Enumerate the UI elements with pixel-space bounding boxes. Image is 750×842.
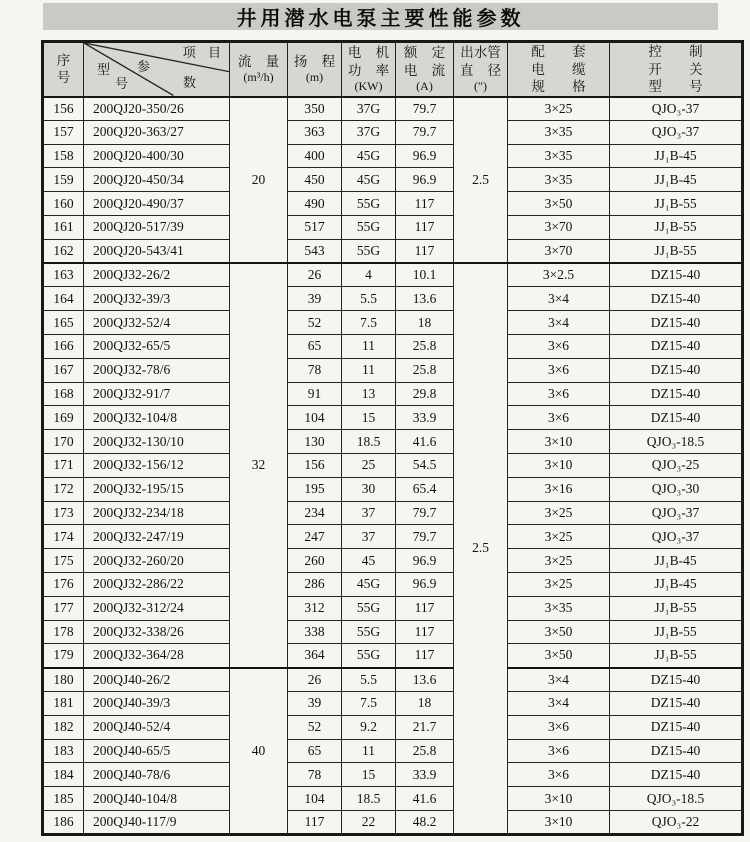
row-index-cell: 165 (43, 311, 84, 335)
current-cell: 25.8 (396, 739, 454, 763)
current-cell: 33.9 (396, 406, 454, 430)
diagonal-label-param: 参 (137, 59, 151, 74)
model-cell: 200QJ40-39/3 (84, 691, 230, 715)
row-index-cell: 173 (43, 501, 84, 525)
power-cell: 18.5 (342, 430, 396, 454)
table-row (43, 263, 743, 287)
model-cell: 200QJ32-260/20 (84, 549, 230, 573)
row-index-cell: 171 (43, 453, 84, 477)
table-row (43, 691, 743, 715)
head-cell: 130 (288, 430, 342, 454)
row-index-cell: 170 (43, 430, 84, 454)
row-index-cell: 163 (43, 263, 84, 287)
table-row (43, 192, 743, 216)
switch-cell: DZ15-40 (610, 691, 743, 715)
table-row (43, 787, 743, 811)
model-cell: 200QJ32-195/15 (84, 477, 230, 501)
row-index-cell: 182 (43, 715, 84, 739)
row-index-cell: 176 (43, 572, 84, 596)
current-cell: 18 (396, 311, 454, 335)
row-index-cell: 156 (43, 97, 84, 121)
switch-cell: JJ₁B-55 (610, 644, 743, 668)
switch-cell: QJO₃-18.5 (610, 430, 743, 454)
switch-cell: QJO₃-25 (610, 453, 743, 477)
switch-cell: DZ15-40 (610, 311, 743, 335)
model-cell: 200QJ32-104/8 (84, 406, 230, 430)
current-cell: 48.2 (396, 810, 454, 834)
current-cell: 33.9 (396, 763, 454, 787)
power-cell: 15 (342, 763, 396, 787)
cable-cell: 3×10 (508, 810, 610, 834)
row-index-cell: 174 (43, 525, 84, 549)
switch-cell: DZ15-40 (610, 406, 743, 430)
power-cell: 37G (342, 97, 396, 121)
head-cell: 52 (288, 311, 342, 335)
header-index: 序 号 (43, 42, 84, 97)
head-cell: 156 (288, 453, 342, 477)
row-index-cell: 175 (43, 549, 84, 573)
current-cell: 117 (396, 644, 454, 668)
table-body (43, 97, 743, 835)
model-cell: 200QJ32-364/28 (84, 644, 230, 668)
row-index-cell: 179 (43, 644, 84, 668)
switch-cell: JJ₁B-55 (610, 620, 743, 644)
model-cell: 200QJ32-65/5 (84, 334, 230, 358)
power-cell: 55G (342, 620, 396, 644)
table-row (43, 477, 743, 501)
power-cell: 55G (342, 644, 396, 668)
table-row (43, 358, 743, 382)
cable-cell: 3×70 (508, 239, 610, 263)
head-cell: 363 (288, 120, 342, 144)
head-cell: 39 (288, 691, 342, 715)
header-diameter: 出水管 直 径 (″) (454, 42, 508, 97)
current-cell: 79.7 (396, 97, 454, 121)
head-cell: 26 (288, 263, 342, 287)
model-cell: 200QJ20-543/41 (84, 239, 230, 263)
head-cell: 78 (288, 763, 342, 787)
table-row (43, 810, 743, 834)
cable-cell: 3×10 (508, 453, 610, 477)
current-cell: 41.6 (396, 430, 454, 454)
current-cell: 96.9 (396, 168, 454, 192)
row-index-cell: 186 (43, 810, 84, 834)
page-title: 井用潜水电泵主要性能参数 (236, 6, 525, 30)
power-cell: 7.5 (342, 311, 396, 335)
head-cell: 312 (288, 596, 342, 620)
current-cell: 54.5 (396, 453, 454, 477)
power-cell: 45 (342, 549, 396, 573)
current-cell: 13.6 (396, 287, 454, 311)
pump-parameters-table (41, 40, 744, 836)
row-index-cell: 159 (43, 168, 84, 192)
head-cell: 450 (288, 168, 342, 192)
current-cell: 117 (396, 215, 454, 239)
header-model-diagonal (84, 42, 230, 97)
table-row (43, 549, 743, 573)
current-cell: 96.9 (396, 572, 454, 596)
row-index-cell: 177 (43, 596, 84, 620)
head-cell: 104 (288, 406, 342, 430)
current-cell: 79.7 (396, 501, 454, 525)
model-cell: 200QJ20-400/30 (84, 144, 230, 168)
switch-cell: DZ15-40 (610, 715, 743, 739)
switch-cell: QJO₃-37 (610, 120, 743, 144)
cable-cell: 3×25 (508, 97, 610, 121)
cable-cell: 3×4 (508, 287, 610, 311)
model-cell: 200QJ40-117/9 (84, 810, 230, 834)
flow-merged-cell: 20 (230, 97, 288, 264)
model-cell: 200QJ20-363/27 (84, 120, 230, 144)
current-cell: 29.8 (396, 382, 454, 406)
cable-cell: 3×35 (508, 120, 610, 144)
current-cell: 25.8 (396, 358, 454, 382)
switch-cell: JJ₁B-55 (610, 192, 743, 216)
head-cell: 39 (288, 287, 342, 311)
table-row (43, 501, 743, 525)
power-cell: 9.2 (342, 715, 396, 739)
switch-cell: DZ15-40 (610, 739, 743, 763)
current-cell: 96.9 (396, 549, 454, 573)
model-cell: 200QJ40-65/5 (84, 739, 230, 763)
model-cell: 200QJ32-78/6 (84, 358, 230, 382)
row-index-cell: 172 (43, 477, 84, 501)
header-cable: 配 套 电 缆 规 格 (508, 42, 610, 97)
power-cell: 25 (342, 453, 396, 477)
power-cell: 11 (342, 739, 396, 763)
header-current: 额 定 电 流 (A) (396, 42, 454, 97)
current-cell: 10.1 (396, 263, 454, 287)
table-row (43, 311, 743, 335)
table-row (43, 239, 743, 263)
power-cell: 55G (342, 192, 396, 216)
row-index-cell: 157 (43, 120, 84, 144)
switch-cell: JJ₁B-45 (610, 144, 743, 168)
power-cell: 30 (342, 477, 396, 501)
head-cell: 286 (288, 572, 342, 596)
current-cell: 79.7 (396, 120, 454, 144)
power-cell: 18.5 (342, 787, 396, 811)
model-cell: 200QJ20-490/37 (84, 192, 230, 216)
cable-cell: 3×10 (508, 787, 610, 811)
cable-cell: 3×16 (508, 477, 610, 501)
row-index-cell: 178 (43, 620, 84, 644)
cable-cell: 3×2.5 (508, 263, 610, 287)
table-row (43, 572, 743, 596)
row-index-cell: 168 (43, 382, 84, 406)
switch-cell: JJ₁B-55 (610, 215, 743, 239)
cable-cell: 3×6 (508, 715, 610, 739)
header-row (43, 42, 743, 97)
power-cell: 4 (342, 263, 396, 287)
row-index-cell: 181 (43, 691, 84, 715)
cable-cell: 3×4 (508, 311, 610, 335)
table-row (43, 668, 743, 692)
diameter-merged-cell: 2.5 (454, 263, 508, 834)
model-cell: 200QJ20-450/34 (84, 168, 230, 192)
header-head: 扬 程 (m) (288, 42, 342, 97)
head-cell: 65 (288, 334, 342, 358)
switch-cell: QJO₃-37 (610, 525, 743, 549)
cable-cell: 3×6 (508, 739, 610, 763)
current-cell: 79.7 (396, 525, 454, 549)
table-row (43, 334, 743, 358)
power-cell: 55G (342, 239, 396, 263)
model-cell: 200QJ32-91/7 (84, 382, 230, 406)
head-cell: 350 (288, 97, 342, 121)
model-cell: 200QJ20-517/39 (84, 215, 230, 239)
model-cell: 200QJ40-52/4 (84, 715, 230, 739)
power-cell: 45G (342, 572, 396, 596)
row-index-cell: 183 (43, 739, 84, 763)
switch-cell: JJ₁B-45 (610, 572, 743, 596)
cable-cell: 3×35 (508, 144, 610, 168)
current-cell: 117 (396, 620, 454, 644)
current-cell: 41.6 (396, 787, 454, 811)
header-power: 电 机 功 率 (KW) (342, 42, 396, 97)
table-row (43, 382, 743, 406)
power-cell: 45G (342, 168, 396, 192)
model-cell: 200QJ40-26/2 (84, 668, 230, 692)
cable-cell: 3×10 (508, 430, 610, 454)
model-cell: 200QJ32-156/12 (84, 453, 230, 477)
head-cell: 543 (288, 239, 342, 263)
power-cell: 37 (342, 525, 396, 549)
power-cell: 37G (342, 120, 396, 144)
head-cell: 247 (288, 525, 342, 549)
current-cell: 117 (396, 239, 454, 263)
power-cell: 55G (342, 215, 396, 239)
table-row (43, 525, 743, 549)
power-cell: 5.5 (342, 668, 396, 692)
switch-cell: JJ₁B-55 (610, 596, 743, 620)
row-index-cell: 185 (43, 787, 84, 811)
head-cell: 400 (288, 144, 342, 168)
current-cell: 117 (396, 596, 454, 620)
cable-cell: 3×6 (508, 382, 610, 406)
current-cell: 117 (396, 192, 454, 216)
cable-cell: 3×6 (508, 358, 610, 382)
diagonal-label-item: 项 目 (182, 45, 221, 60)
head-cell: 91 (288, 382, 342, 406)
power-cell: 11 (342, 334, 396, 358)
table-row (43, 120, 743, 144)
model-cell: 200QJ32-130/10 (84, 430, 230, 454)
table-row (43, 406, 743, 430)
current-cell: 18 (396, 691, 454, 715)
head-cell: 26 (288, 668, 342, 692)
head-cell: 52 (288, 715, 342, 739)
table-row (43, 715, 743, 739)
cable-cell: 3×6 (508, 334, 610, 358)
cable-cell: 3×50 (508, 620, 610, 644)
row-index-cell: 162 (43, 239, 84, 263)
diagonal-label-model: 型 (97, 62, 111, 77)
cable-cell: 3×50 (508, 644, 610, 668)
head-cell: 78 (288, 358, 342, 382)
model-cell: 200QJ32-26/2 (84, 263, 230, 287)
row-index-cell: 184 (43, 763, 84, 787)
cable-cell: 3×35 (508, 168, 610, 192)
table-row (43, 620, 743, 644)
row-index-cell: 161 (43, 215, 84, 239)
power-cell: 22 (342, 810, 396, 834)
head-cell: 117 (288, 810, 342, 834)
cable-cell: 3×4 (508, 691, 610, 715)
head-cell: 104 (288, 787, 342, 811)
flow-merged-cell: 40 (230, 668, 288, 835)
table-row (43, 596, 743, 620)
switch-cell: JJ₁B-45 (610, 549, 743, 573)
power-cell: 55G (342, 596, 396, 620)
current-cell: 13.6 (396, 668, 454, 692)
head-cell: 338 (288, 620, 342, 644)
header-switch: 控 制 开 关 型 号 (610, 42, 743, 97)
power-cell: 5.5 (342, 287, 396, 311)
table-row (43, 287, 743, 311)
row-index-cell: 169 (43, 406, 84, 430)
diagonal-label-num: 数 (183, 75, 197, 90)
switch-cell: JJ₁B-45 (610, 168, 743, 192)
model-cell: 200QJ32-52/4 (84, 311, 230, 335)
table-row (43, 430, 743, 454)
power-cell: 7.5 (342, 691, 396, 715)
row-index-cell: 166 (43, 334, 84, 358)
header-flow: 流 量 (m³/h) (230, 42, 288, 97)
table-row (43, 644, 743, 668)
cable-cell: 3×50 (508, 192, 610, 216)
row-index-cell: 180 (43, 668, 84, 692)
cable-cell: 3×6 (508, 406, 610, 430)
diagonal-label-model2: 号 (115, 76, 129, 91)
current-cell: 25.8 (396, 334, 454, 358)
row-index-cell: 160 (43, 192, 84, 216)
cable-cell: 3×25 (508, 501, 610, 525)
switch-cell: DZ15-40 (610, 763, 743, 787)
flow-merged-cell: 32 (230, 263, 288, 668)
diameter-merged-cell: 2.5 (454, 97, 508, 264)
current-cell: 96.9 (396, 144, 454, 168)
switch-cell: QJO₃-18.5 (610, 787, 743, 811)
table-row (43, 97, 743, 121)
model-cell: 200QJ32-39/3 (84, 287, 230, 311)
row-index-cell: 158 (43, 144, 84, 168)
power-cell: 15 (342, 406, 396, 430)
cable-cell: 3×25 (508, 549, 610, 573)
model-cell: 200QJ40-78/6 (84, 763, 230, 787)
switch-cell: QJO₃-37 (610, 97, 743, 121)
table-row (43, 215, 743, 239)
table-row (43, 168, 743, 192)
head-cell: 260 (288, 549, 342, 573)
table-row (43, 453, 743, 477)
current-cell: 65.4 (396, 477, 454, 501)
head-cell: 490 (288, 192, 342, 216)
switch-cell: DZ15-40 (610, 382, 743, 406)
power-cell: 13 (342, 382, 396, 406)
model-cell: 200QJ32-312/24 (84, 596, 230, 620)
power-cell: 37 (342, 501, 396, 525)
model-cell: 200QJ32-247/19 (84, 525, 230, 549)
model-cell: 200QJ20-350/26 (84, 97, 230, 121)
switch-cell: DZ15-40 (610, 668, 743, 692)
cable-cell: 3×25 (508, 572, 610, 596)
row-index-cell: 164 (43, 287, 84, 311)
model-cell: 200QJ40-104/8 (84, 787, 230, 811)
table-row (43, 739, 743, 763)
table-row (43, 144, 743, 168)
switch-cell: DZ15-40 (610, 287, 743, 311)
switch-cell: QJO₃-22 (610, 810, 743, 834)
head-cell: 517 (288, 215, 342, 239)
power-cell: 11 (342, 358, 396, 382)
power-cell: 45G (342, 144, 396, 168)
cable-cell: 3×25 (508, 525, 610, 549)
switch-cell: DZ15-40 (610, 358, 743, 382)
switch-cell: DZ15-40 (610, 263, 743, 287)
model-cell: 200QJ32-286/22 (84, 572, 230, 596)
switch-cell: QJO₃-30 (610, 477, 743, 501)
cable-cell: 3×4 (508, 668, 610, 692)
current-cell: 21.7 (396, 715, 454, 739)
head-cell: 364 (288, 644, 342, 668)
model-cell: 200QJ32-234/18 (84, 501, 230, 525)
cable-cell: 3×70 (508, 215, 610, 239)
head-cell: 234 (288, 501, 342, 525)
head-cell: 195 (288, 477, 342, 501)
cable-cell: 3×6 (508, 763, 610, 787)
switch-cell: DZ15-40 (610, 334, 743, 358)
title-bar (43, 3, 718, 30)
switch-cell: JJ₁B-55 (610, 239, 743, 263)
row-index-cell: 167 (43, 358, 84, 382)
table-header (43, 42, 743, 97)
table-row (43, 763, 743, 787)
cable-cell: 3×35 (508, 596, 610, 620)
switch-cell: QJO₃-37 (610, 501, 743, 525)
model-cell: 200QJ32-338/26 (84, 620, 230, 644)
head-cell: 65 (288, 739, 342, 763)
